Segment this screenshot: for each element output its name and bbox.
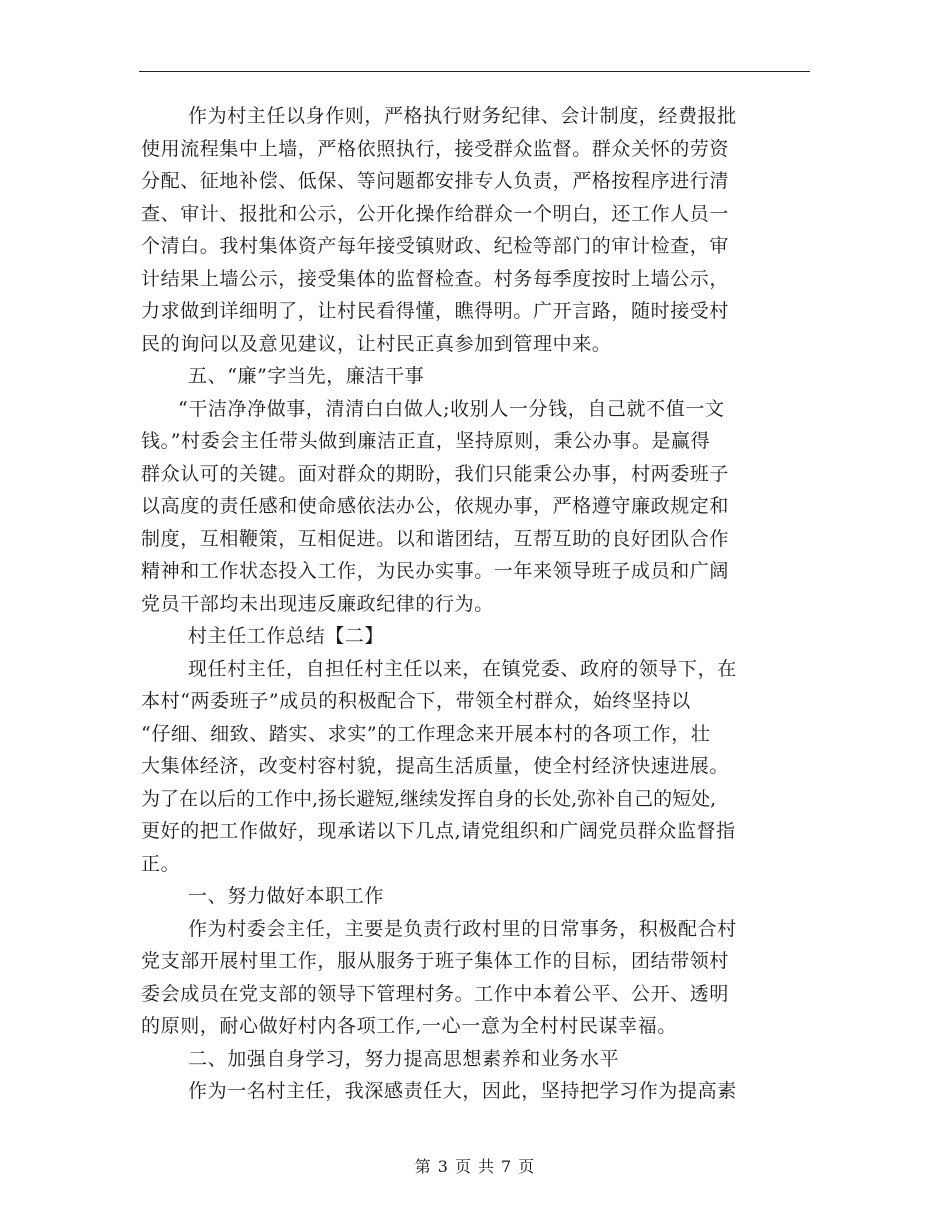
- footer-page-word: 页: [454, 1157, 472, 1176]
- paragraph-line: 个清白。我村集体资产每年接受镇财政、纪检等部门的审计检查，审: [141, 235, 730, 257]
- paragraph-line: 现任村主任，自担任村主任以来，在镇党委、政府的领导下，在: [188, 657, 737, 680]
- paragraph-line: 力求做到详细明了，让村民看得懂，瞧得明。广开言路，随时接受村: [141, 300, 730, 322]
- footer-total-pages: 7: [501, 1157, 513, 1176]
- footer-prefix: 第: [414, 1157, 432, 1176]
- header-rule: [139, 71, 810, 72]
- paragraph-line: 本村“两委班子”成员的积极配合下，带领全村群众，始终坚持以: [141, 690, 691, 712]
- paragraph-line: 钱。”村委会主任带头做到廉洁正直，坚持原则，秉公办事。是赢得: [141, 430, 711, 452]
- paragraph-line: “干洁净净做事，清清白白做人;收别人一分钱，自己就不值一文: [178, 397, 725, 420]
- paragraph-line: 党员干部均未出现违反廉政纪律的行为。: [141, 592, 494, 615]
- paragraph-line: 查、审计、报批和公示，公开化操作给群众一个明白，还工作人员一: [141, 202, 730, 225]
- paragraph-line: 制度，互相鞭策，互相促进。以和谐团结，互帮互助的良好团队合作: [141, 527, 730, 550]
- document-body: [141, 100, 809, 1108]
- paragraph-line: 更好的把工作做好，现承诺以下几点,请党组织和广阔党员群众监督指: [141, 820, 736, 842]
- paragraph-line: 党支部开展村里工作，服从服务于班子集体工作的目标，团结带领村: [141, 950, 730, 972]
- paragraph-line: 分配、征地补偿、低保、等问题都安排专人负责，严格按程序进行清: [141, 170, 730, 192]
- section-heading: 五、“廉”字当先，廉洁干事: [188, 365, 425, 387]
- section-heading: 一、努力做好本职工作: [188, 885, 385, 907]
- paragraph-line: 群众认可的关键。面对群众的期盼，我们只能秉公办事，村两委班子: [141, 462, 730, 485]
- section-heading: 二、加强自身学习，努力提高思想素养和业务水平: [188, 1047, 620, 1070]
- paragraph-line: 大集体经济，改变村容村貌，提高生活质量，使全村经济快速进展。: [141, 755, 730, 777]
- paragraph-line: 的原则，耐心做好村内各项工作,一心一意为全村村民谋幸福。: [141, 1015, 677, 1037]
- footer-page-number: 3: [437, 1157, 449, 1176]
- paragraph-line: 为了在以后的工作中,扬长避短,继续发挥自身的长处,弥补自己的短处,: [141, 787, 717, 810]
- paragraph-line: 民的询问以及意见建议，让村民正真参加到管理中来。: [141, 332, 612, 355]
- paragraph-line: 作为村主任以身作则，严格执行财务纪律、会计制度，经费报批: [188, 105, 737, 127]
- paragraph-line: 委会成员在党支部的领导下管理村务。工作中本着公平、公开、透明: [141, 982, 730, 1005]
- paragraph-line: 以高度的责任感和使命感依法办公，依规办事，严格遵守廉政规定和: [141, 495, 730, 517]
- footer-total-word: 共: [478, 1157, 496, 1176]
- page-footer: [0, 1154, 950, 1177]
- footer-suffix: 页: [518, 1157, 536, 1176]
- paragraph-line: 计结果上墙公示，接受集体的监督检查。村务每季度按时上墙公示，: [141, 267, 730, 290]
- paragraph-line: 作为一名村主任，我深感责任大，因此，坚持把学习作为提高素: [188, 1080, 737, 1102]
- paragraph-line: 使用流程集中上墙，严格依照执行，接受群众监督。群众关怀的劳资: [141, 137, 730, 160]
- paragraph-line: 精神和工作状态投入工作，为民办实事。一年来领导班子成员和广阔: [141, 560, 730, 582]
- paragraph-line: “仔细、细致、踏实、求实”的工作理念来开展本村的各项工作，壮: [141, 722, 711, 745]
- paragraph-line: 正。: [141, 852, 181, 875]
- paragraph-line: 作为村委会主任，主要是负责行政村里的日常事务，积极配合村: [188, 917, 737, 940]
- section-title: 村主任工作总结【二】: [188, 625, 385, 647]
